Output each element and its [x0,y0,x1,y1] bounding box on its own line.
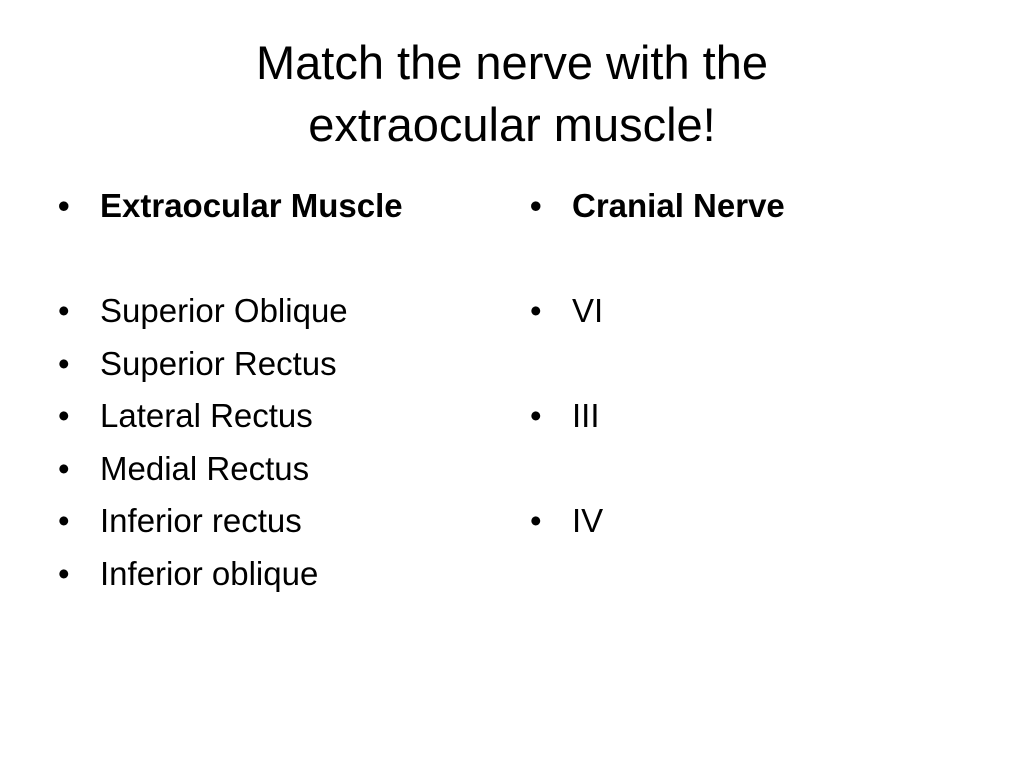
bullet-icon: • [530,187,542,224]
bullet-icon: • [530,292,542,329]
muscle-list-header [58,180,498,233]
nerve-list-header [530,180,970,233]
bullet-icon: • [58,502,70,539]
muscle-label: Inferior oblique [100,554,319,592]
muscle-list-item [58,233,498,286]
cranial-nerve-list [530,180,970,548]
bullet-icon: • [58,292,70,329]
muscle-list-item [58,338,498,391]
bullet-icon: • [58,344,70,382]
muscle-list-item [58,285,498,338]
nerve-list-item [530,495,970,548]
muscle-header-label: Extraocular Muscle [100,187,403,224]
bullet-icon: • [530,397,542,434]
muscle-list-item [58,390,498,443]
bullet-icon: • [58,554,70,592]
slide-title [0,32,1024,156]
nerve-list-item [530,233,970,286]
muscle-label: Medial Rectus [100,449,310,487]
bullet-icon: • [58,449,70,487]
muscle-label: Lateral Rectus [100,397,313,434]
muscle-label: Inferior rectus [100,502,302,539]
nerve-header-label: Cranial Nerve [572,187,785,224]
nerve-label: VI [572,292,604,329]
muscle-list-item [58,443,498,496]
nerve-list-item [530,390,970,443]
nerve-list-item [530,338,970,391]
slide-title-line-1: Match the nerve with the [255,36,769,89]
extraocular-muscle-list [58,180,498,600]
nerve-label: IV [572,502,604,539]
nerve-list-item [530,285,970,338]
bullet-icon: • [530,502,542,539]
muscle-list-item [58,495,498,548]
nerve-label: III [572,397,600,434]
muscle-label: Superior Oblique [100,292,348,329]
bullet-icon: • [58,397,70,434]
nerve-list-item [530,443,970,496]
slide-title-line-2: extraocular muscle! [308,98,716,151]
bullet-icon: • [58,187,70,224]
muscle-label: Superior Rectus [100,344,337,382]
muscle-list-item [58,548,498,601]
